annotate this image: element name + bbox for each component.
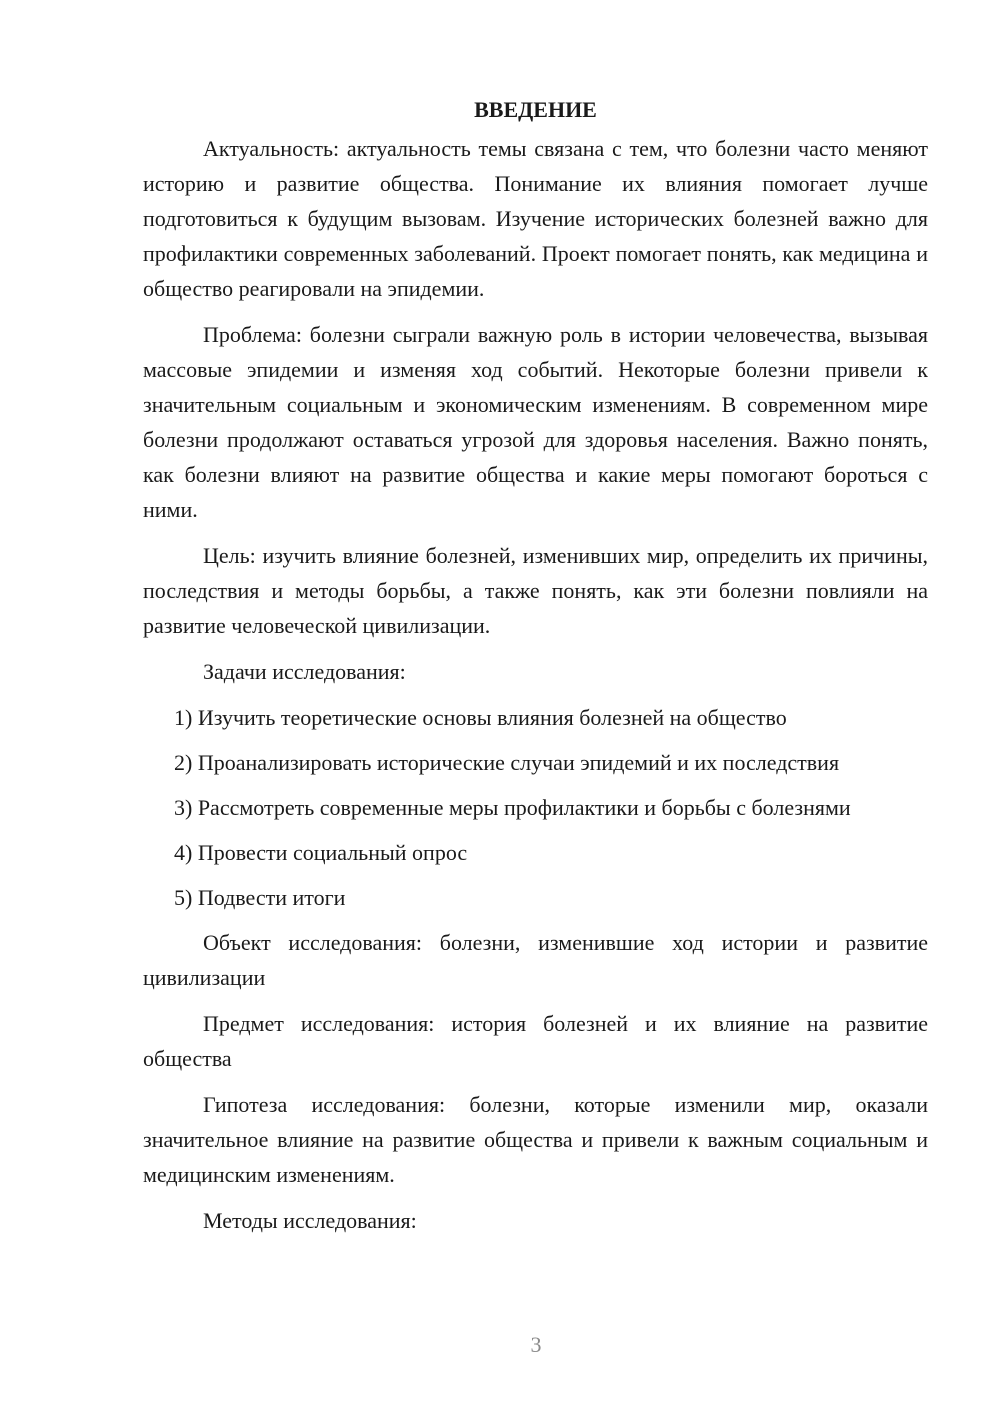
section-title: ВВЕДЕНИЕ (474, 97, 597, 122)
page-content (143, 92, 928, 1249)
task-item-5: 5) Подвести итоги (174, 885, 346, 910)
task-item-3: 3) Рассмотреть современные меры профилактики и борьбы с болезнями (174, 795, 851, 820)
hypothesis-paragraph: Гипотеза исследования: болезни, которые изменили мир, оказали значительное влияние на развитие общества и привели к важным социальным и медицинским изменениям. (143, 1092, 928, 1187)
goal-paragraph: Цель: изучить влияние болезней, изменивших мир, определить их причины, последствия и методы борьбы, а также понять, как эти болезни повлияли на развитие человеческой цивилизации. (143, 543, 928, 638)
object-paragraph: Объект исследования: болезни, изменившие ход истории и развитие цивилизации (143, 930, 928, 990)
task-item-2: 2) Проанализировать исторические случаи эпидемий и их последствия (174, 750, 840, 775)
task-item-4: 4) Провести социальный опрос (174, 840, 468, 865)
methods-heading: Методы исследования: (203, 1208, 417, 1233)
subject-paragraph: Предмет исследования: история болезней и их влияние на развитие общества (143, 1011, 928, 1071)
relevance-paragraph: Актуальность: актуальность темы связана с тем, что болезни часто меняют историю и развитие общества. Понимание их влияния помогает лучше подготовиться к будущим вызовам. Изучение исторических болезней важно для профилактики современных заболеваний. Проект помогает понять, как медицина и общество реагировали на эпидемии. (143, 136, 928, 301)
page-number: 3 (530, 1332, 542, 1357)
task-item-1: 1) Изучить теоретические основы влияния болезней на общество (174, 705, 787, 730)
tasks-heading: Задачи исследования: (203, 659, 406, 684)
problem-paragraph: Проблема: болезни сыграли важную роль в истории человечества, вызывая массовые эпидемии и изменяя ход событий. Некоторые болезни привели к значительным социальным и экономическим изменениям. В современном мире болезни продолжают оставаться угрозой для здоровья населения. Важно понять, как болезни влияют на развитие общества и какие меры помогают бороться с ними. (143, 322, 928, 522)
